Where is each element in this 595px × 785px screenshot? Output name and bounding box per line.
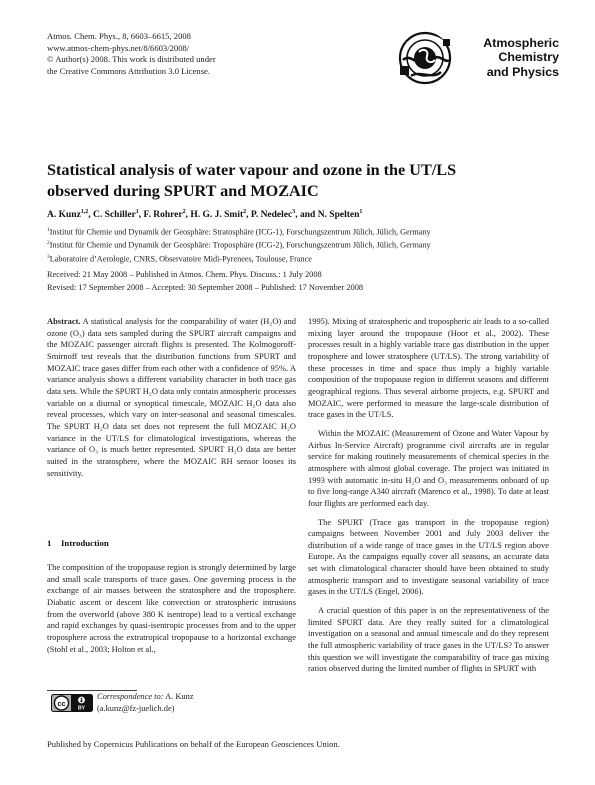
journal-header (47, 31, 216, 77)
author: N. Spelten$^1$ (317, 209, 363, 221)
paper-title: Statistical analysis of water vapour and ozone in the UT/LS observed during SPURT and MOZAIC (47, 161, 457, 200)
correspondence-footnote (97, 691, 193, 715)
article-url[interactable]: www.atmos-chem-phys.net/8/6603/2008/ (47, 42, 190, 53)
journal-reference: Atmos. Chem. Phys., 8, 6603–6615, 2008 (47, 31, 191, 41)
correspondence-label: Correspondence to: (97, 692, 164, 701)
correspondence-email[interactable]: (a.kunz@fz-juelich.de) (97, 704, 175, 713)
affiliation: $^3$Laboratoire d’Aerologie, CNRS, Observatoire Midi-Pyrenees, Toulouse, France (47, 253, 312, 264)
author: F. Rohrer$^2$, (143, 209, 191, 221)
paragraph: A crucial question of this paper is on the representativeness of the limited SPURT data. Are they really suited for a climatological investigation on a seasonal and annual timescale and do they represent the full atmospheric variability of trace gases in the UT/LS? To answer this question we will investigate the comparability of trace gas mixing ratios observed during the limited number of flights in SPURT with (308, 605, 549, 674)
section-title: Introduction (61, 538, 109, 548)
section-heading-introduction (47, 538, 109, 548)
author: P. Nedelec$^3$, and (250, 209, 318, 221)
logo-text: Atmospheric Chemistry and Physics (483, 36, 559, 79)
abstract (47, 316, 296, 479)
section-number: 1 (47, 538, 52, 548)
abstract-text: A statistical analysis for the comparability of water (H₂O) and ozone (O₃) data sets sampled during the SPURT aircraft campaigns and the MOZAIC passenger aircraft flights is presented. The Kolmogoroff-Smirnoff test reveals that the distribution functions from SPURT and MOZAIC trace gases differ from each other with a confidence of 95%. A variance analysis shows a different variability character in both trace gas data sets. While the SPURT H₂O data only contain atmospheric processes variable on a diurnal or synoptical timescale, MOZAIC H₂O data also reveal processes, which vary on inter-seasonal and seasonal timescales. The SPURT H₂O data set does not represent the full MOZAIC H₂O variance in the UT/LS for climatological investigations, whereas the variance of O₃ is much better represented. SPURT H₂O data are better suited in the stratosphere, where the MOZAIC RH sensor looses its sensitivity. (47, 316, 296, 478)
author: A. Kunz$^{1,2}$, (47, 209, 94, 221)
right-column (308, 316, 549, 675)
paragraph: Within the MOZAIC (Measurement of Ozone and Water Vapour by Airbus In-Service Aircraft) programme civil aircrafts are in regular service for making routinely measurements of chemical species in the atmosphere with almost global coverage. The project was initiated in 1993 with automatic in-situ H₂O and O₃ measurements onboard of up to five long-range A340 aircraft (Marenco et al., 1998). To date at least four flights are performed each day. (308, 427, 549, 508)
author: C. Schiller$^1$, (93, 209, 144, 221)
author: H. G. J. Smit$^2$, (190, 209, 251, 221)
copyright-line: © Author(s) 2008. This work is distributed under (47, 54, 216, 65)
paragraph: The SPURT (Trace gas transport in the tropopause region) campaigns between November 2001 and July 2003 deliver the distribution of a wide range of trace gases in the UT/LS region above Europe. As the campaigns equally cover all seasons, an accurate data set with climatological character should have been obtained to study atmospheric transport and to investigate seasonal variability of trace gases in the UT/LS (Engel, 2006). (308, 516, 549, 597)
introduction-text: The composition of the tropopause region is strongly determined by large and small scale transports of trace gases. One governing process is the exchange of air masses between the stratosphere and the troposphere. Diabatic ascent or descent like convection or stratospheric intrusions from the overworld (above 380 K isentrope) lead to a vertical exchange and rapid exchanges by quasi-isentropic processes from and to the upper troposphere across the extratropical tropopause to a horizontal exchange (Stohl et al., 2003; Holton et al., (47, 562, 296, 654)
affiliation: $^2$Institut für Chemie und Dynamik der Geosphäre: Troposphäre (ICG-2), Forschungszentrum Jülich, Jülich, Germany (47, 240, 431, 251)
paragraph: 1995). Mixing of stratospheric and tropospheric air leads to a so-called mixing layer around the tropopause (Hoor et al., 2002). These processes result in a highly variable trace gas distribution in the upper troposphere and lower stratosphere (UT/LS). The strong variability of these processes in time and space thus imply a highly variable composition of the tropopause region in different seasons and different geographical regions. Thus several airborne projects, e.g. SPURT and MOZAIC, were performed to measure the large-scale distribution of trace gases in the UT/LS. (308, 316, 549, 420)
publication-dates (47, 269, 363, 294)
svg-text:cc: cc (57, 698, 66, 708)
license-line: the Creative Commons Attribution 3.0 License. (47, 65, 211, 76)
author-list (47, 209, 362, 220)
creative-commons-badge (51, 694, 93, 717)
received-date-line: Received: 21 May 2008 – Published in Atmos. Chem. Phys. Discuss.: 1 July 2008 (47, 270, 322, 279)
correspondence-name: A. Kunz (165, 692, 194, 701)
egu-journal-emblem-icon (397, 30, 455, 86)
publisher-footer: Published by Copernicus Publications on behalf of the European Geosciences Union. (47, 739, 340, 749)
affiliation: $^1$Institut für Chemie und Dynamik der Geosphäre: Stratosphäre (ICG-1), Forschungszentrum Jülich, Jülich, Germany (47, 227, 431, 237)
abstract-label: Abstract. (47, 316, 81, 326)
revised-date-line: Revised: 17 September 2008 – Accepted: 30 September 2008 – Published: 17 November 2008 (47, 282, 364, 292)
affiliation-list (47, 225, 431, 265)
svg-text:BY: BY (78, 705, 85, 712)
journal-logo (397, 28, 557, 88)
